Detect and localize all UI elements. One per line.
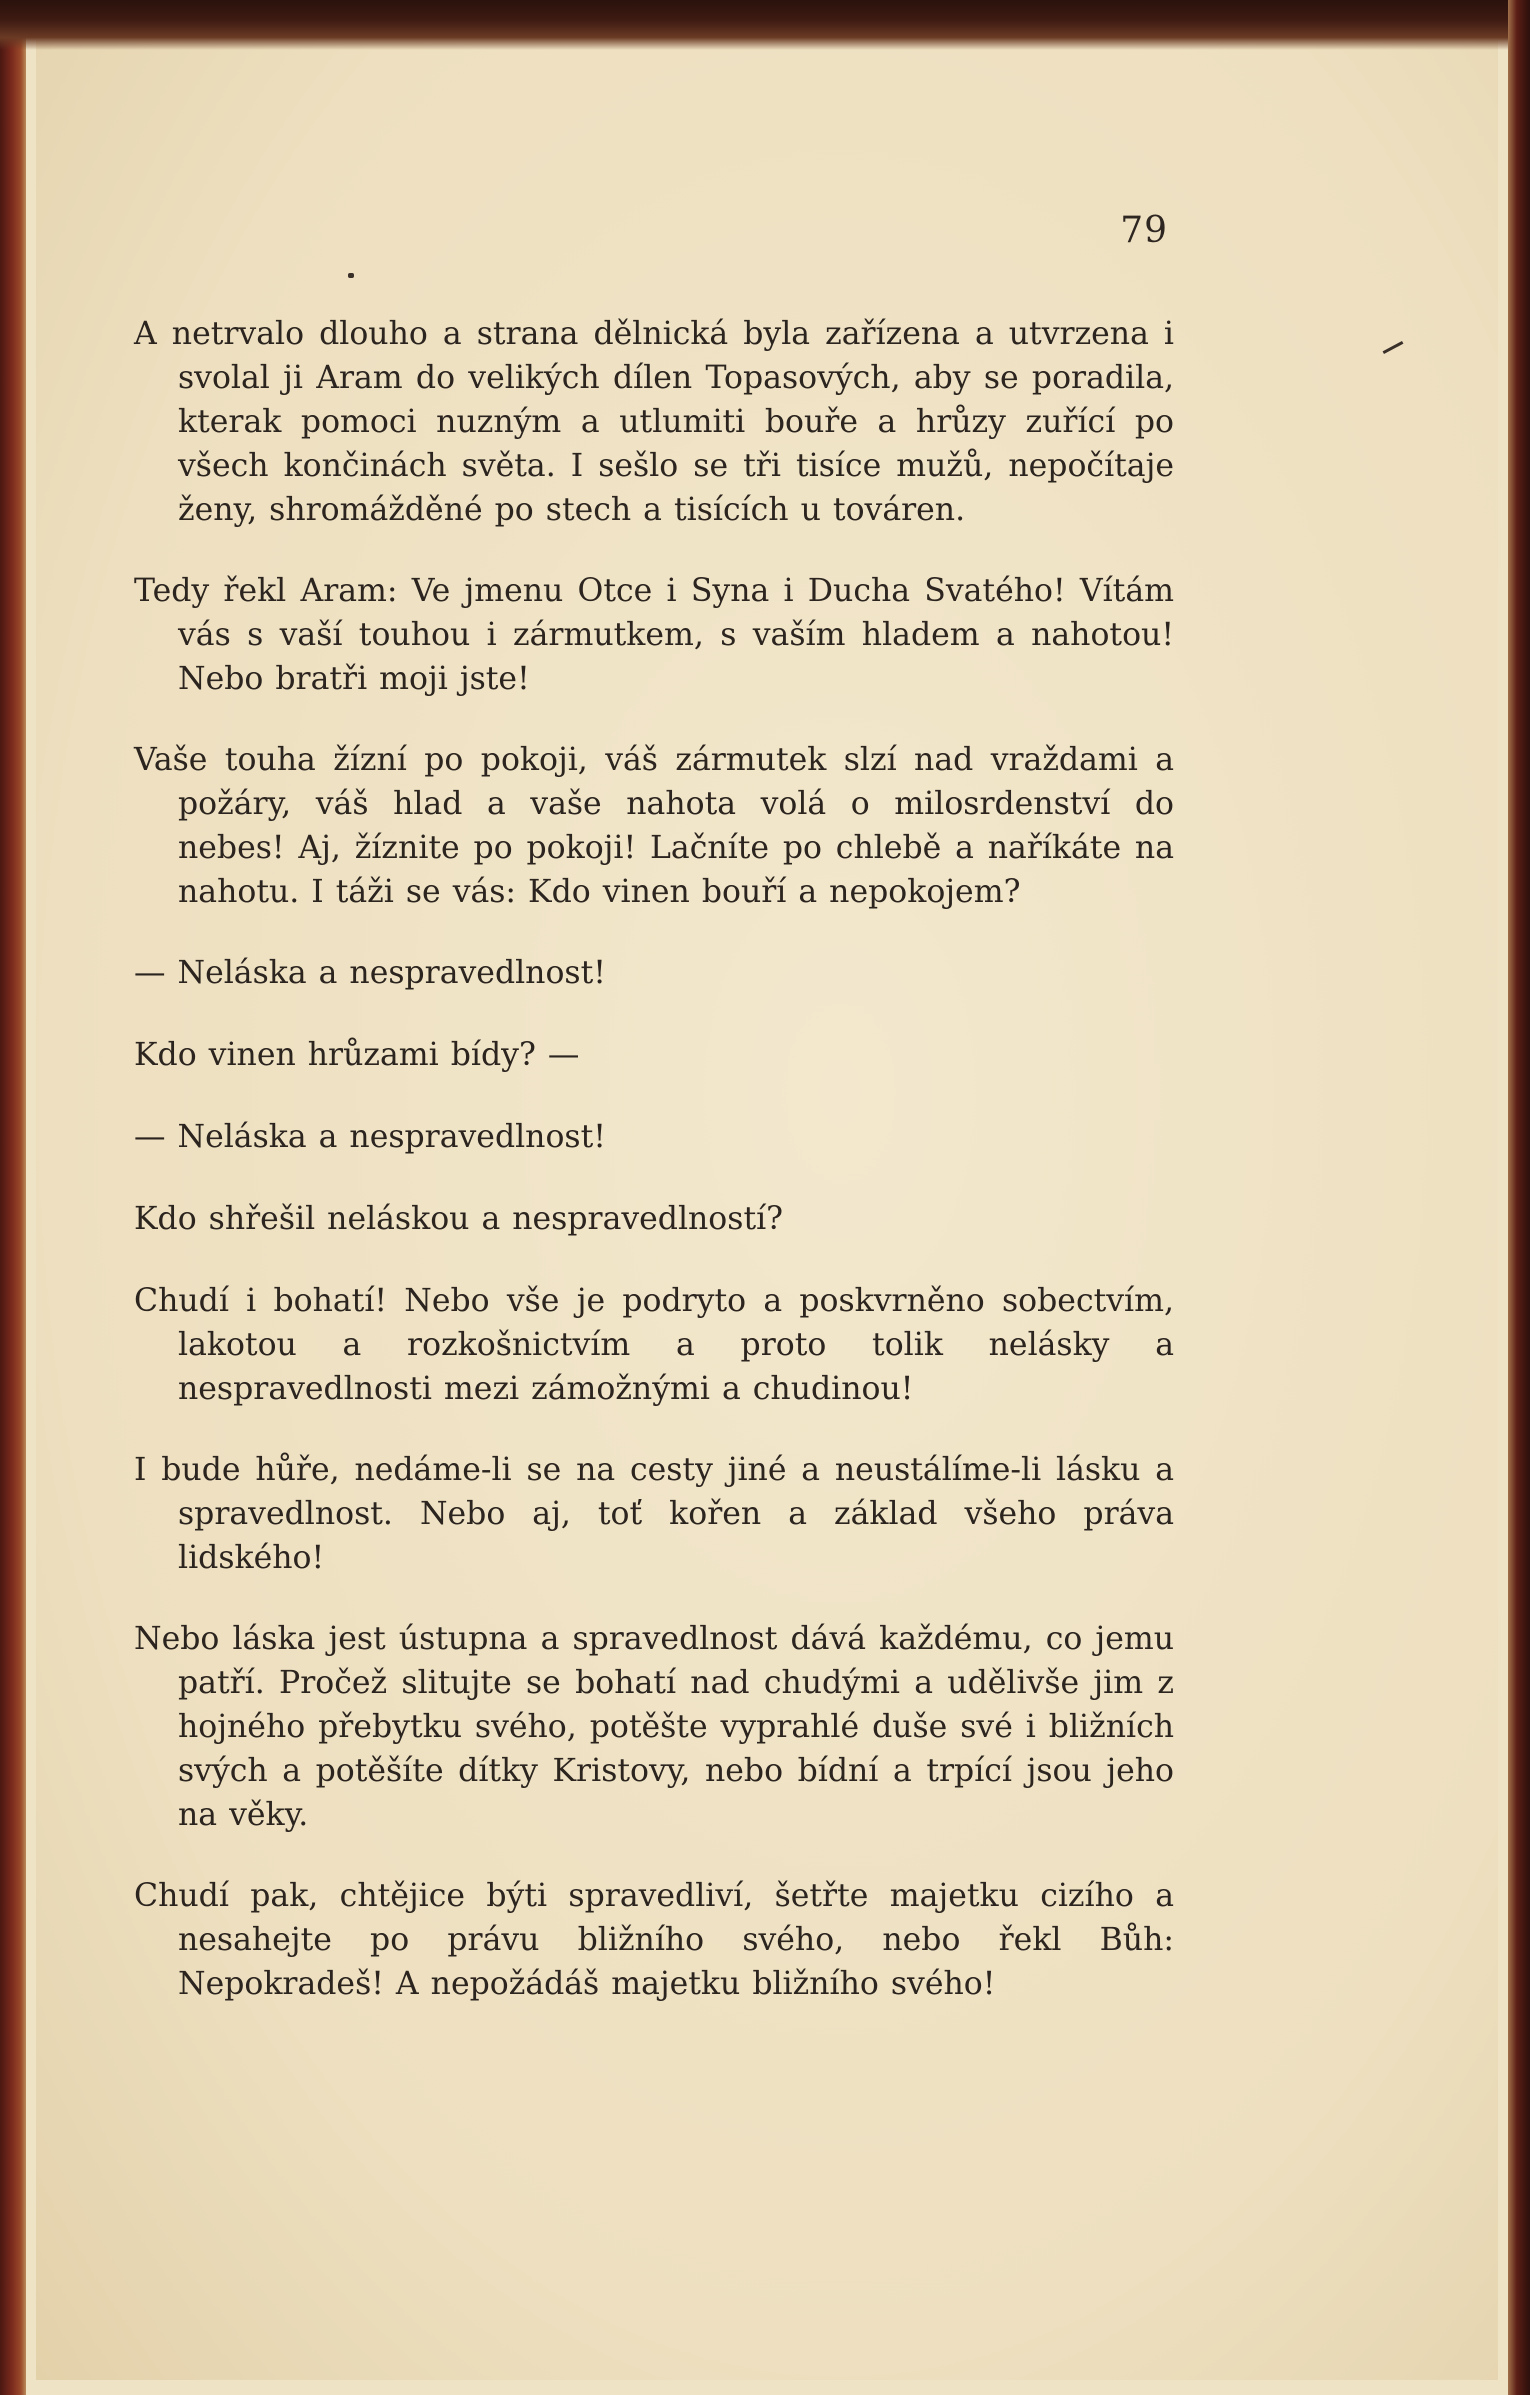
paragraph: Tedy řekl Aram: Ve jmenu Otce i Syna i Ducha Svatého! Vítám vás s vaší touhou i zármutkem, s vaším hladem a nahotou! Nebo bratři moji jste!	[134, 573, 1174, 697]
page-number: 79	[1120, 210, 1168, 251]
paragraph: I bude hůře, nedáme-li se na cesty jiné a neustálíme-li lásku a spravedlnost. Nebo aj, toť kořen a základ všeho práva lidského!	[134, 1452, 1174, 1576]
paragraph: Chudí pak, chtějice býti spravedliví, šetřte majetku cizího a nesahejte po právu bližního svého, nebo řekl Bůh: Nepokradeš! A nepožádáš majetku bližního svého!	[134, 1878, 1174, 2002]
pencil-mark	[1383, 341, 1404, 354]
paragraph: — Neláska a nespravedlnost!	[134, 955, 606, 991]
printer-mark	[348, 273, 354, 278]
paragraph: — Neláska a nespravedlnost!	[134, 1119, 606, 1155]
book-top-edge	[0, 0, 1530, 50]
book-binding-right	[1508, 0, 1530, 2395]
book-binding-left	[0, 0, 26, 2395]
page-text	[134, 312, 1174, 2043]
paragraph: Chudí i bohatí! Nebo vše je podryto a poskvrněno sobectvím, lakotou a rozkošnictvím a proto tolik nelásky a nespravedlnosti mezi zámožnými a chudinou!	[134, 1283, 1174, 1407]
paragraph: Vaše touha žízní po pokoji, váš zármutek slzí nad vraždami a požáry, váš hlad a vaše nahota volá o milosrdenství do nebes! Aj, žíznite po pokoji! Lačníte po chlebě a naříkáte na nahotu. I táži se vás: Kdo vinen bouří a nepokojem?	[134, 742, 1174, 910]
paragraph: A netrvalo dlouho a strana dělnická byla zařízena a utvrzena i svolal ji Aram do velikých dílen Topasových, aby se poradila, kterak pomoci nuzným a utlumiti bouře a hrůzy zuřící po všech končinách světa. I sešlo se tři tisíce mužů, nepočítaje ženy, shromážděné po stech a tisících u továren.	[134, 316, 1174, 528]
paragraph: Nebo láska jest ústupna a spravedlnost dává každému, co jemu patří. Pročež slitujte se bohatí nad chudými a udělivše jim z hojného přebytku svého, potěšte vyprahlé duše své i bližních svých a potěšíte dítky Kristovy, nebo bídní a trpící jsou jeho na věky.	[134, 1621, 1174, 1833]
paragraph: Kdo vinen hrůzami bídy? —	[134, 1037, 580, 1073]
paragraph: Kdo shřešil neláskou a nespravedlností?	[134, 1201, 784, 1237]
